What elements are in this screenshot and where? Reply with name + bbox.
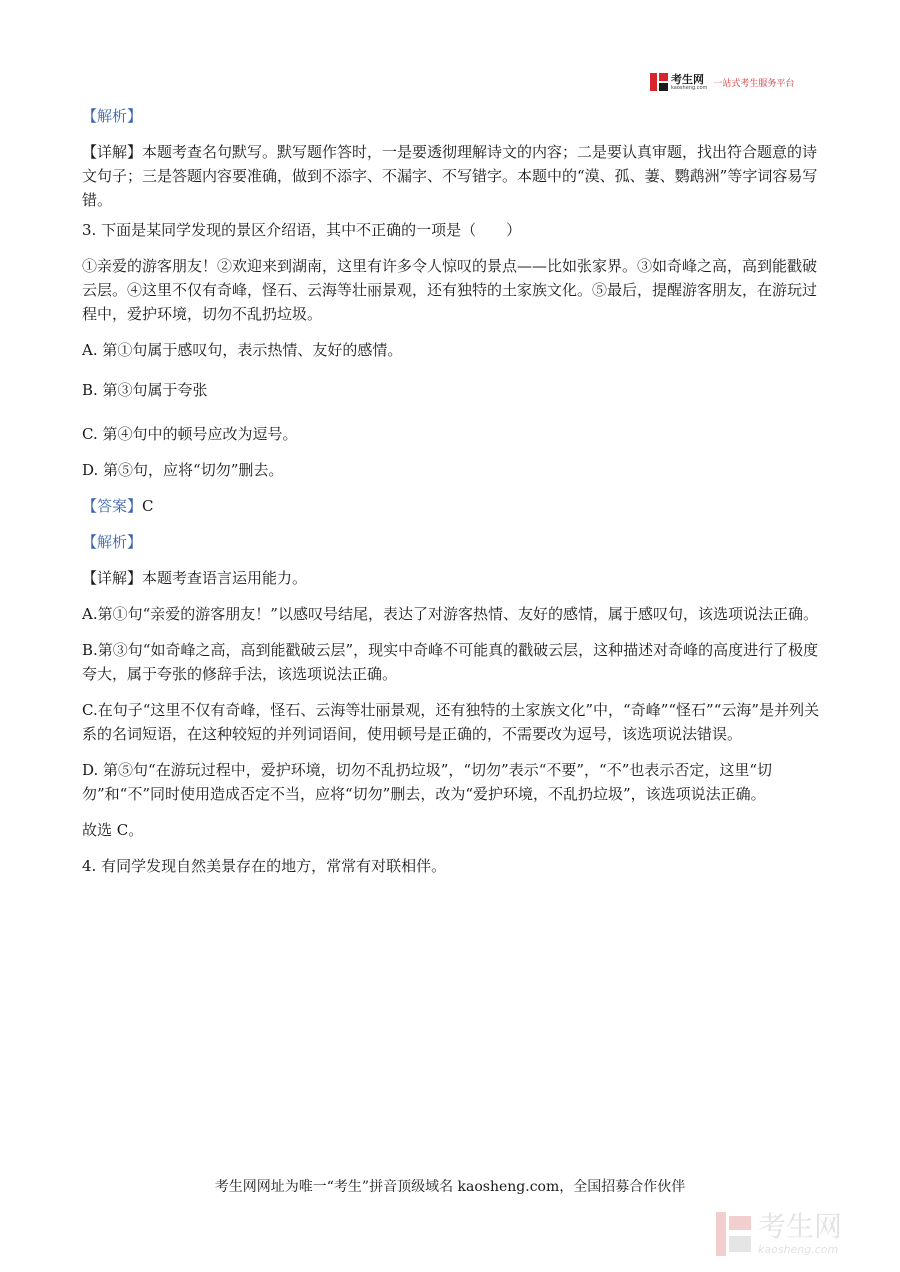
q3-answer (82, 494, 822, 518)
page-header (650, 70, 794, 94)
logo-name: 考生网 (671, 72, 704, 86)
q2-analysis-heading (82, 104, 822, 128)
watermark-logo (716, 1206, 896, 1262)
page-footer: 考生网网址为唯一“考生”拼音顶级域名 kaosheng.com，全国招募合作伙伴 (214, 1179, 686, 1195)
q3-stem: 3. 下面是某同学发现的景区介绍语，其中不正确的一项是（ ） (82, 221, 522, 239)
q3-option-b: B. 第③句属于夸张 (82, 381, 208, 399)
q3-explain-d: D. 第⑤句“在游玩过程中，爱护环境，切勿不乱扔垃圾”，“切勿”表示“不要”，“不”也表示否定，这里“切勿”和“不”同时使用造成否定不当，应将“切勿”删去，改为“爱护环境，不乱扔垃圾”，该选项说法正确。 (82, 761, 773, 803)
watermark-domain: kaosheng.com (758, 1243, 839, 1256)
kaosheng-logo-icon (650, 73, 668, 91)
analysis-tag: 【解析】 (82, 107, 143, 125)
watermark-logo-icon (716, 1212, 752, 1256)
answer-tag: 【答案】 (82, 497, 143, 515)
q3-detail-body: 本题考查语言运用能力。 (142, 569, 308, 587)
q3-option-c: C. 第④句中的顿号应改为逗号。 (82, 425, 298, 443)
logo-domain: kaosheng.com (671, 84, 708, 91)
document-body (82, 104, 822, 878)
q3-option-a: A. 第①句属于感叹句，表示热情、友好的感情。 (82, 341, 403, 359)
q4-stem: 4. 有同学发现自然美景存在的地方，常常有对联相伴。 (82, 857, 447, 875)
detail-tag: 【详解】 (82, 143, 143, 161)
q2-detail-body: 本题考查名句默写。默写题作答时，一是要透彻理解诗文的内容；二是要认真审题，找出符合题意的诗文句子；三是答题内容要准确，做到不添字、不漏字、不写错字。本题中的“漠、孤、萋、鹦鹉洲”等字词容易写错。 (82, 143, 818, 209)
q3-analysis-heading (82, 530, 822, 554)
answer-value: C (142, 497, 154, 515)
q3-passage: ①亲爱的游客朋友！②欢迎来到湖南，这里有许多令人惊叹的景点——比如张家界。③如奇峰之高，高到能戳破云层。④这里不仅有奇峰，怪石、云海等壮丽景观，还有独特的土家族文化。⑤最后，提醒游客朋友，在游玩过程中，爱护环境，切勿不乱扔垃圾。 (82, 257, 818, 323)
detail-tag: 【详解】 (82, 569, 143, 587)
q3-option-d: D. 第⑤句，应将“切勿”删去。 (82, 461, 284, 479)
watermark-text (758, 1210, 843, 1256)
q3-explain-a: A.第①句“亲爱的游客朋友！”以感叹号结尾，表达了对游客热情、友好的感情，属于感叹句，该选项说法正确。 (82, 605, 818, 623)
q3-detail-paragraph (82, 566, 822, 590)
q3-conclusion: 故选 C。 (82, 821, 144, 839)
q3-explain-b: B.第③句“如奇峰之高，高到能戳破云层”，现实中奇峰不可能真的戳破云层，这种描述对奇峰的高度进行了极度夸大，属于夸张的修辞手法，该选项说法正确。 (82, 641, 819, 683)
q2-detail-paragraph (82, 140, 822, 212)
watermark-name: 考生网 (758, 1210, 843, 1243)
header-slogan: 一站式考生服务平台 (713, 78, 795, 89)
analysis-tag: 【解析】 (82, 533, 143, 551)
logo-text (671, 74, 707, 91)
q3-explain-c: C.在句子“这里不仅有奇峰，怪石、云海等壮丽景观，还有独特的土家族文化”中，“奇峰”“怪石”“云海”是并列关系的名词短语，在这种较短的并列词语间，使用顿号是正确的，不需要改为逗号，该选项说法错误。 (82, 701, 820, 743)
